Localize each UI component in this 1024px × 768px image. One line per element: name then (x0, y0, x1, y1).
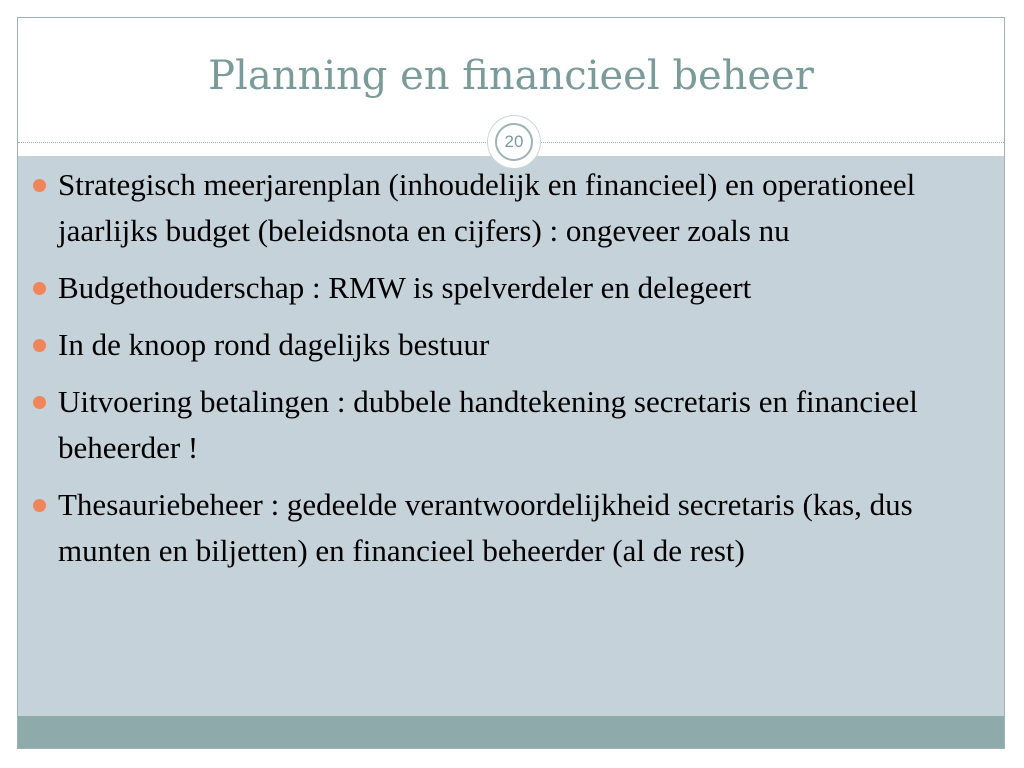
slide-number: 20 (495, 123, 533, 161)
bullet-text: Thesauriebeheer : gedeelde verantwoordelijkheid secretaris (kas, dus munten en biljetten) en financieel beheerder (al de rest) (58, 487, 913, 568)
bottom-bar (18, 716, 1004, 749)
slide-title: Planning en financieel beheer (208, 53, 814, 99)
bullet-item (30, 265, 960, 311)
bullet-text: Uitvoering betalingen : dubbele handtekening secretaris en financieel beheerder ! (58, 384, 918, 465)
bullet-dot-icon (33, 179, 46, 192)
bullet-item (30, 482, 960, 574)
bullet-dot-icon (33, 282, 46, 295)
bullet-item (30, 322, 960, 368)
bullet-dot-icon (33, 339, 46, 352)
bullet-text: In de knoop rond dagelijks bestuur (58, 327, 490, 362)
bullet-text: Strategisch meerjarenplan (inhoudelijk en financieel) en operationeel jaarlijks budget (beleidsnota en cijfers) : ongeveer zoals nu (58, 167, 916, 248)
bullet-text: Budgethouderschap : RMW is spelverdeler en delegeert (58, 270, 752, 305)
bullet-item (30, 379, 960, 471)
bullet-list (30, 162, 960, 585)
bullet-dot-icon (33, 396, 46, 409)
bullet-dot-icon (33, 499, 46, 512)
slide-number-badge (488, 116, 540, 168)
bullet-item (30, 162, 960, 254)
